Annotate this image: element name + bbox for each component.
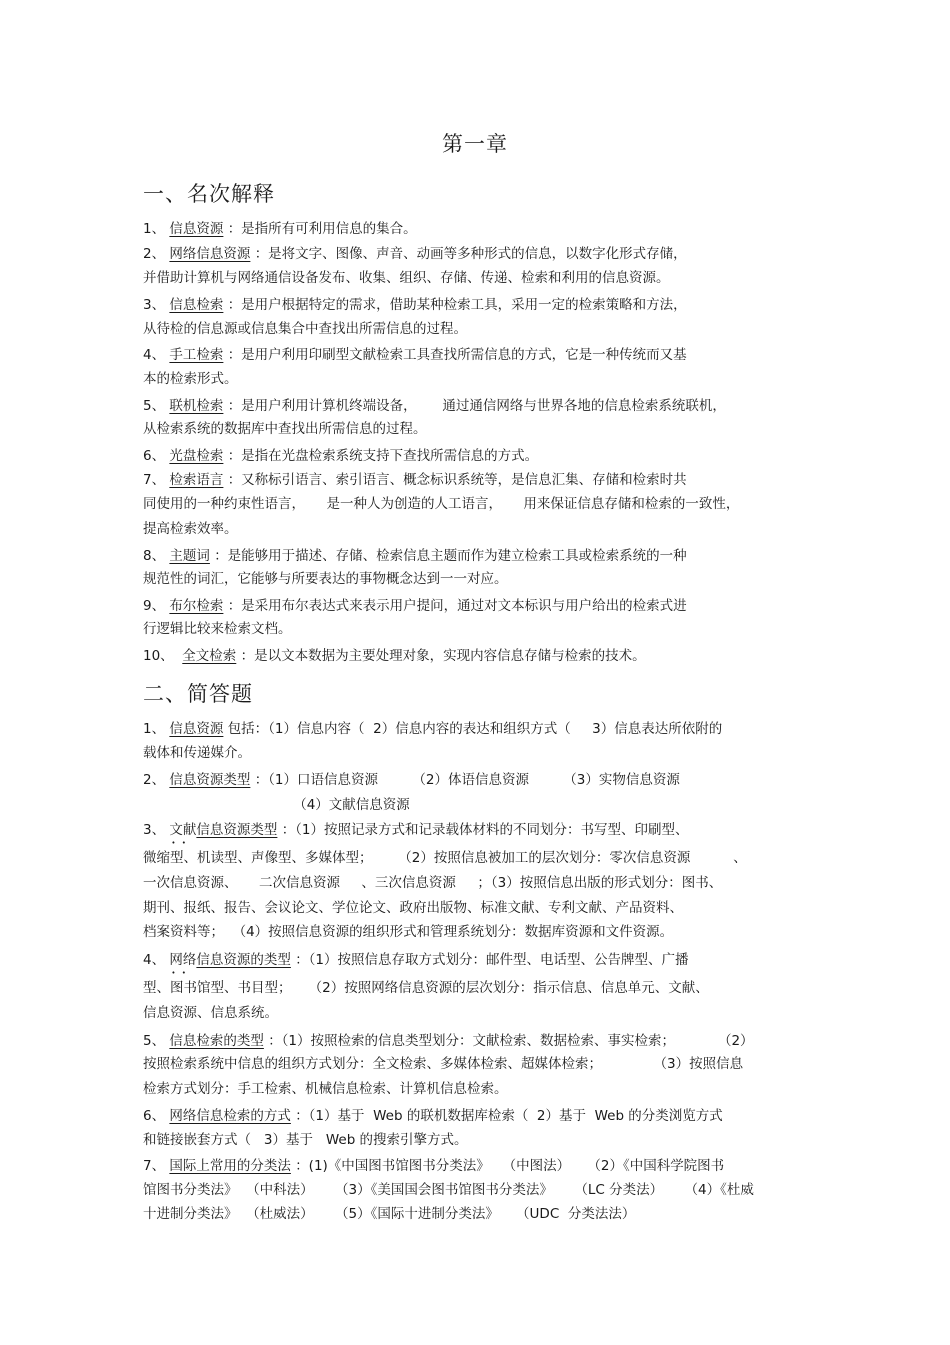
term: 信息资源类型 [196,822,278,838]
term: 网络信息检索的方式 [169,1108,291,1124]
term: 布尔检索 [169,598,224,614]
term: 手工检索 [169,347,224,363]
answer-continuation: 馆图书分类法》 （中科法） （3）《美国国会图书馆图书分类法》 （LC 分类法） （4）《杜威 [143,1182,754,1198]
term: 信息资源的类型 [196,952,291,968]
definition-item: 10、 全文检索 ：是以文本数据为主要处理对象，实现内容信息存储与检索的技术。 [143,648,646,664]
section-title-short-answer: 二、简答题 [143,682,253,706]
definition-continuation: 行逻辑比较来检索文档。 [143,621,292,637]
answer-continuation: 型、图书馆型、书目型； （2）按照网络信息资源的层次划分：指示信息、信息单元、文献、 [143,980,709,996]
definition-item: 3、 信息检索 ：是用户根据特定的需求，借助某种检索工具，采用一定的检索策略和方法， [143,297,687,313]
definition-item: 6、 光盘检索 ：是指在光盘检索系统支持下查找所需信息的方式。 [143,448,539,464]
definition-item: 2、 网络信息资源 ：是将文字、图像、声音、动画等多种形式的信息，以数字化形式存储， [143,246,687,262]
term-prefix: 网络 • • [169,952,196,968]
term: 全文检索 [182,648,237,664]
definition-continuation: 从检索系统的数据库中查找出所需信息的过程。 [143,421,427,437]
answer-item: 2、 信息资源类型 ：（1）口语信息资源 （2）体语信息资源 （3）实物信息资源 [143,772,680,788]
term: 国际上常用的分类法 [169,1158,291,1174]
term: 信息资源 [169,221,224,237]
term: 信息检索的类型 [169,1033,264,1049]
definition-item: 7、 检索语言 ：又称标引语言、索引语言、概念标识系统等，是信息汇集、存储和检索时共 [143,472,687,488]
term: 网络信息资源 [169,246,251,262]
answer-continuation: 期刊、报纸、报告、会议论文、学位论文、政府出版物、标准文献、专利文献、产品资料、 [143,900,683,916]
answer-continuation: 微缩型、机读型、声像型、多媒体型； （2）按照信息被加工的层次划分：零次信息资源 、 [143,850,747,866]
definition-item: 8、 主题词 ：是能够用于描述、存储、检索信息主题而作为建立检索工具或检索系统的一种 [143,548,687,564]
answer-continuation: 检索方式划分：手工检索、机械信息检索、计算机信息检索。 [143,1081,508,1097]
definition-continuation: 提高检索效率。 [143,521,238,537]
answer-continuation: 按照检索系统中信息的组织方式划分：全文检索、多媒体检索、超媒体检索； （3）按照信息 [143,1056,744,1072]
answer-continuation: 载体和传递媒介。 [143,745,251,761]
definition-continuation: 同使用的一种约束性语言， 是一种人为创造的人工语言， 用来保证信息存储和检索的一致性， [143,496,740,512]
definition-item: 5、 联机检索 ：是用户利用计算机终端设备， 通过通信网络与世界各地的信息检索系统联机， [143,398,726,414]
term: 光盘检索 [169,448,224,464]
definition-item: 1、 信息资源 ：是指所有可利用信息的集合。 [143,221,417,237]
definition-item: 9、 布尔检索 ：是采用布尔表达式来表示用户提问，通过对文本标识与用户给出的检索式进 [143,598,687,614]
definition-continuation: 并借助计算机与网络通信设备发布、收集、组织、存储、传递、检索和利用的信息资源。 [143,270,670,286]
definition-continuation: 规范性的词汇，它能够与所要表达的事物概念达到一一对应。 [143,571,508,587]
answer-item: 4、 网络 • •信息资源的类型 ：（1）按照信息存取方式划分：邮件型、电话型、公告牌型、广播 [143,950,689,970]
term-prefix: 文献 • • [169,822,196,838]
definition-item: 4、 手工检索 ：是用户利用印刷型文献检索工具查找所需信息的方式，它是一种传统而又基 [143,347,687,363]
answer-item: 1、 信息资源 包括：（1）信息内容（ 2）信息内容的表达和组织方式（ 3）信息表达所依附的 [143,721,723,737]
term: 信息检索 [169,297,224,313]
term: 检索语言 [169,472,224,488]
chapter-title: 第一章 [442,132,508,156]
definition-continuation: 本的检索形式。 [143,371,238,387]
answer-continuation: 和链接嵌套方式（ 3）基于 Web 的搜索引擎方式。 [143,1132,468,1148]
answer-continuation: 档案资料等； （4）按照信息资源的组织形式和管理系统划分：数据库资源和文件资源。 [143,924,674,940]
answer-item: 6、 网络信息检索的方式 ：（1）基于 Web 的联机数据库检索（ 2）基于 Web 的分类浏览方式 [143,1108,723,1124]
answer-continuation: 十进制分类法》 （杜威法） （5）《国际十进制分类法》 （UDC 分类法法） [143,1206,636,1222]
answer-item: 3、 文献 • •信息资源类型 ：（1）按照记录方式和记录载体材料的不同划分：书写型、印刷型、 [143,820,689,840]
answer-item: 5、 信息检索的类型 ：（1）按照检索的信息类型划分：文献检索、数据检索、事实检索； （2） [143,1033,754,1049]
term: 主题词 [169,548,210,564]
answer-item: 7、 国际上常用的分类法 ：(1)《中国图书馆图书分类法》 （中图法） （2）《中国科学院图书 [143,1158,725,1174]
term: 信息资源 [169,721,224,737]
term: 信息资源类型 [169,772,251,788]
section-title-definitions: 一、名次解释 [143,182,275,206]
answer-continuation: 一次信息资源、 二次信息资源 、三次信息资源 ；（3）按照信息出版的形式划分：图书、 [143,875,723,891]
term: 联机检索 [169,398,224,414]
answer-continuation: （4）文献信息资源 [143,797,410,813]
answer-continuation: 信息资源、信息系统。 [143,1005,278,1021]
definition-continuation: 从待检的信息源或信息集合中查找出所需信息的过程。 [143,321,467,337]
